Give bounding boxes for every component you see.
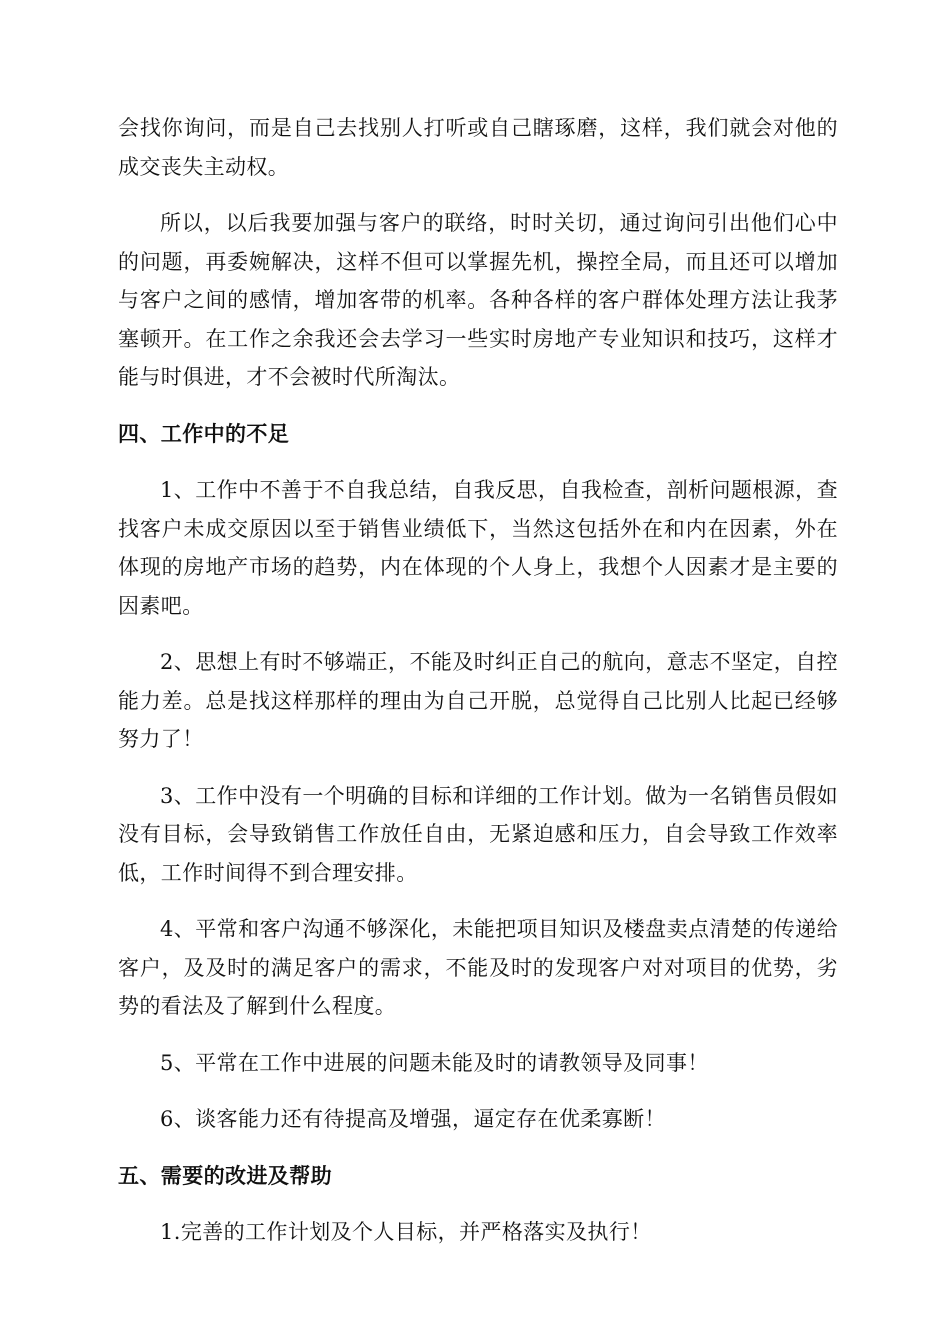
paragraph-continued: 会找你询问，而是自己去找别人打听或自己瞎琢磨，这样，我们就会对他的成交丧失主动权。 (118, 116, 838, 179)
shortcoming-item-6: 6、谈客能力还有待提高及增强，逼定存在优柔寡断！ (160, 1107, 666, 1131)
paragraph-customer-contact: 所以，以后我要加强与客户的联络，时时关切，通过询问引出他们心中的问题，再委婉解决，这样不但可以掌握先机，操控全局，而且还可以增加与客户之间的感情，增加客带的机率。各种各样的客户群体处理方法让我茅塞顿开。在工作之余我还会去学习一些实时房地产专业知识和技巧，这样才能与时俱进，才不会被时代所淘汰。 (118, 211, 838, 389)
shortcoming-item-3: 3、工作中没有一个明确的目标和详细的工作计划。做为一名销售员假如没有目标，会导致销售工作放任自由，无紧迫感和压力，自会导致工作效率低，工作时间得不到合理安排。 (118, 783, 838, 885)
shortcoming-item-5: 5、平常在工作中进展的问题未能及时的请教领导及同事！ (160, 1050, 709, 1075)
shortcoming-item-4: 4、平常和客户沟通不够深化，未能把项目知识及楼盘卖点清楚的传递给客户，及及时的满足客户的需求，不能及时的发现客户对对项目的优势，劣势的看法及了解到什么程度。 (118, 917, 838, 1018)
improvement-item-1: 1.完善的工作计划及个人目标，并严格落实及执行！ (160, 1220, 652, 1244)
shortcoming-item-2: 2、思想上有时不够端正，不能及时纠正自己的航向，意志不坚定，自控能力差。总是找这样那样的理由为自己开脱，总觉得自己比别人比起已经够努力了！ (118, 650, 838, 751)
section-heading-shortcomings: 四、工作中的不足 (118, 421, 290, 446)
document-body (118, 109, 838, 1270)
shortcoming-item-1: 1、工作中不善于不自我总结，自我反思，自我检查，剖析问题根源，查找客户未成交原因以至于销售业绩低下，当然这包括外在和内在因素，外在体现的房地产市场的趋势，内在体现的个人身上，我想个人因素才是主要的因素吧。 (118, 478, 838, 618)
section-heading-improvements: 五、需要的改进及帮助 (118, 1163, 332, 1188)
